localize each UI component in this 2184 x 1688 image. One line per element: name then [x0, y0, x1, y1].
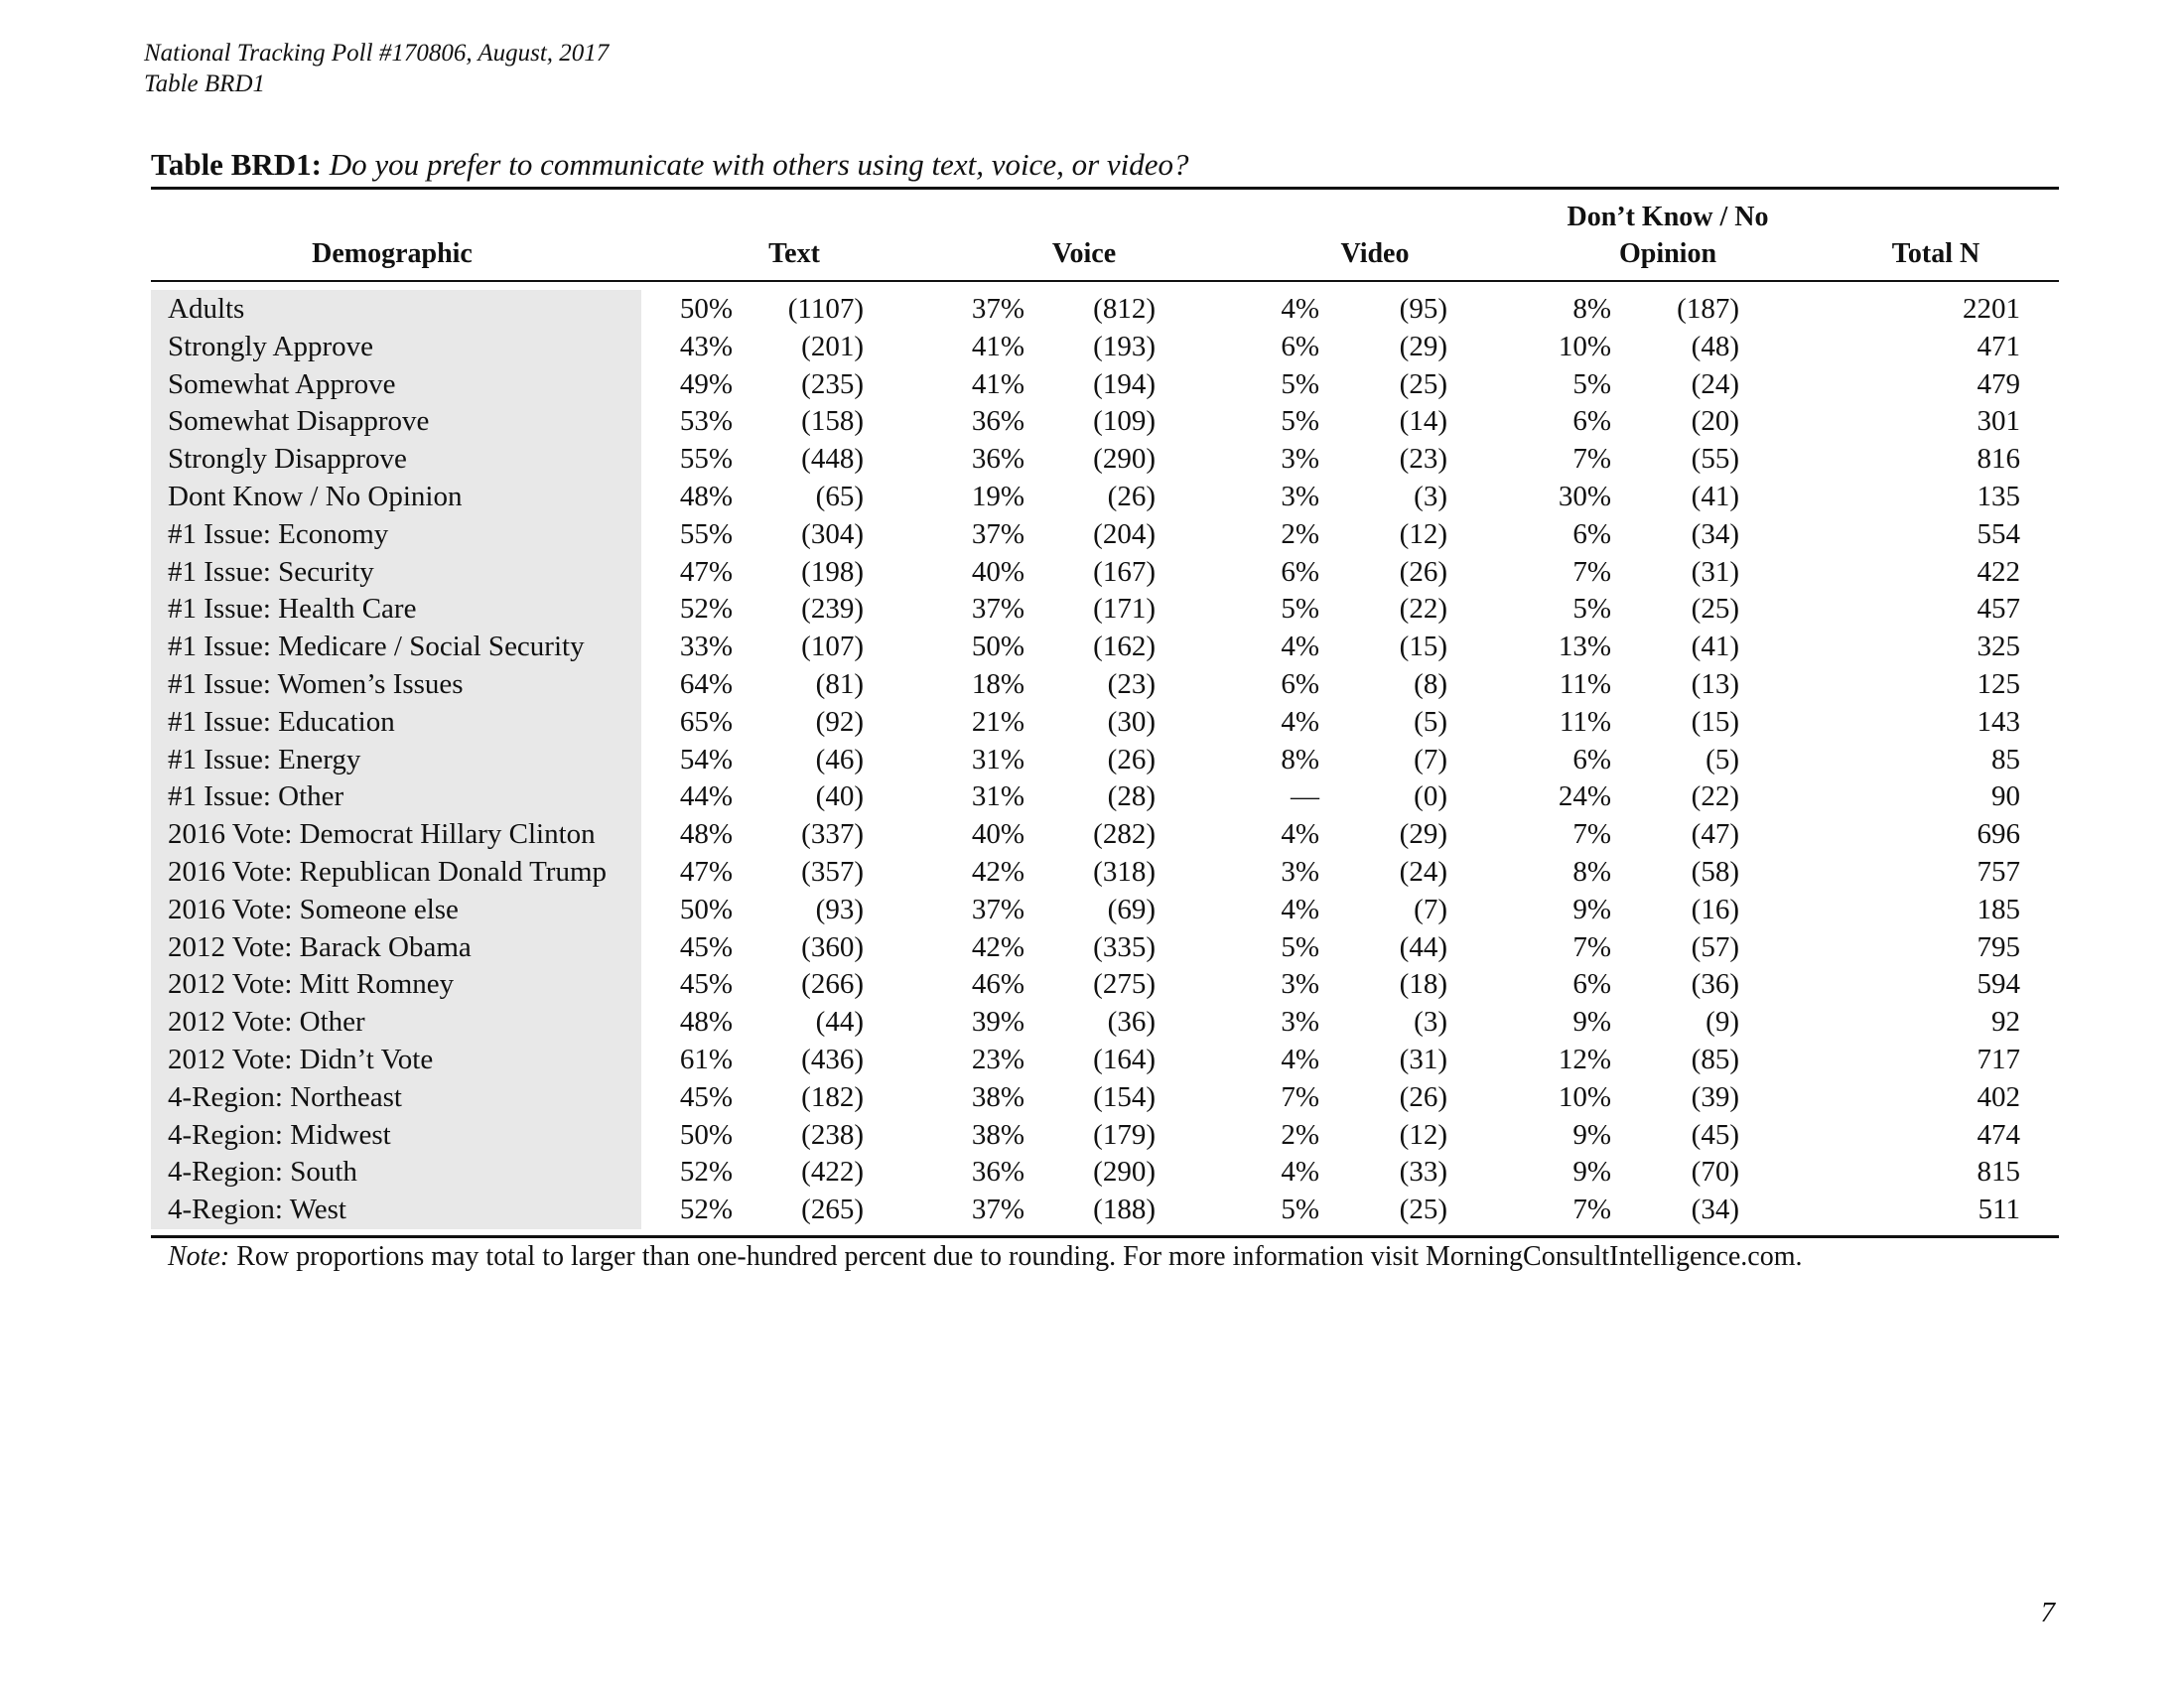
- row-label: Strongly Approve: [168, 330, 374, 362]
- table-row: [0, 478, 2184, 515]
- cell-video-n: (23): [1399, 443, 1447, 476]
- cell-total-n: 125: [1977, 668, 2020, 700]
- cell-text-pct: 65%: [679, 705, 733, 738]
- cell-dont-know-pct: 6%: [1572, 743, 1611, 775]
- cell-dont-know-pct: 7%: [1572, 1194, 1611, 1226]
- cell-voice-pct: 37%: [971, 593, 1024, 626]
- cell-dont-know-pct: 8%: [1572, 856, 1611, 888]
- table-row: [0, 1003, 2184, 1041]
- cell-total-n: 92: [1991, 1006, 2020, 1039]
- cell-dont-know-pct: 7%: [1572, 555, 1611, 588]
- cell-voice-pct: 37%: [971, 893, 1024, 925]
- cell-text-pct: 55%: [679, 443, 733, 476]
- cell-video-pct: 2%: [1281, 517, 1319, 550]
- cell-voice-pct: 40%: [971, 555, 1024, 588]
- cell-text-n: (81): [815, 668, 864, 700]
- cell-video-pct: 4%: [1281, 293, 1319, 325]
- cell-text-pct: 55%: [679, 517, 733, 550]
- cell-dont-know-pct: 10%: [1558, 330, 1611, 362]
- cell-video-pct: 4%: [1281, 1156, 1319, 1189]
- cell-dont-know-n: (187): [1677, 293, 1739, 325]
- cell-video-pct: 2%: [1281, 1118, 1319, 1151]
- cell-video-pct: 8%: [1281, 743, 1319, 775]
- cell-video-pct: 4%: [1281, 1044, 1319, 1075]
- row-label: #1 Issue: Security: [168, 555, 374, 588]
- cell-video-n: (8): [1414, 668, 1447, 700]
- table-row: [0, 553, 2184, 591]
- cell-voice-n: (290): [1093, 1156, 1156, 1189]
- cell-text-pct: 54%: [679, 743, 733, 775]
- cell-video-pct: 3%: [1281, 481, 1319, 512]
- cell-voice-n: (290): [1093, 443, 1156, 476]
- bottom-rule: [151, 1235, 2059, 1238]
- cell-dont-know-pct: 24%: [1558, 780, 1611, 813]
- cell-text-n: (40): [815, 780, 864, 813]
- cell-text-n: (357): [801, 856, 864, 888]
- cell-video-n: (33): [1399, 1156, 1447, 1189]
- cell-voice-n: (30): [1107, 705, 1156, 738]
- cell-voice-n: (193): [1093, 330, 1156, 362]
- cell-voice-pct: 50%: [971, 631, 1024, 663]
- table-row: [0, 1153, 2184, 1191]
- cell-voice-n: (36): [1107, 1006, 1156, 1039]
- cell-dont-know-pct: 6%: [1572, 968, 1611, 1001]
- row-label: 2016 Vote: Someone else: [168, 893, 459, 925]
- cell-dont-know-pct: 9%: [1572, 1118, 1611, 1151]
- cell-voice-pct: 23%: [971, 1044, 1024, 1075]
- table-row: [0, 440, 2184, 478]
- cell-video-pct: 5%: [1281, 1194, 1319, 1226]
- cell-video-n: (22): [1399, 593, 1447, 626]
- cell-text-pct: 48%: [679, 481, 733, 512]
- cell-voice-pct: 41%: [971, 330, 1024, 362]
- cell-voice-n: (171): [1093, 593, 1156, 626]
- cell-text-n: (266): [801, 968, 864, 1001]
- cell-total-n: 511: [1978, 1194, 2020, 1226]
- cell-text-pct: 64%: [679, 668, 733, 700]
- cell-voice-n: (28): [1107, 780, 1156, 813]
- table-note: [168, 1239, 1803, 1275]
- cell-video-n: (25): [1399, 367, 1447, 400]
- cell-text-n: (93): [815, 893, 864, 925]
- cell-dont-know-pct: 12%: [1558, 1044, 1611, 1075]
- cell-total-n: 795: [1977, 930, 2020, 963]
- cell-total-n: 471: [1977, 330, 2020, 362]
- cell-voice-pct: 40%: [971, 818, 1024, 851]
- table-row: [0, 815, 2184, 853]
- cell-total-n: 554: [1977, 517, 2020, 550]
- cell-dont-know-n: (24): [1691, 367, 1739, 400]
- table-row: [0, 741, 2184, 778]
- cell-total-n: 815: [1977, 1156, 2020, 1189]
- cell-video-pct: 5%: [1281, 405, 1319, 438]
- cell-video-pct: 4%: [1281, 818, 1319, 851]
- cell-dont-know-pct: 30%: [1558, 481, 1611, 512]
- cell-video-n: (24): [1399, 856, 1447, 888]
- cell-video-n: (31): [1399, 1044, 1447, 1075]
- cell-dont-know-pct: 13%: [1558, 631, 1611, 663]
- cell-text-n: (201): [801, 330, 864, 362]
- cell-voice-pct: 42%: [971, 856, 1024, 888]
- cell-text-pct: 48%: [679, 1006, 733, 1039]
- row-label: 2012 Vote: Didn’t Vote: [168, 1044, 434, 1075]
- cell-video-pct: 4%: [1281, 631, 1319, 663]
- cell-dont-know-n: (9): [1706, 1006, 1739, 1039]
- cell-total-n: 135: [1977, 481, 2020, 512]
- cell-dont-know-pct: 10%: [1558, 1080, 1611, 1113]
- cell-text-n: (182): [801, 1080, 864, 1113]
- row-label: #1 Issue: Women’s Issues: [168, 668, 464, 700]
- cell-voice-n: (335): [1093, 930, 1156, 963]
- cell-voice-n: (23): [1107, 668, 1156, 700]
- cell-text-n: (158): [801, 405, 864, 438]
- cell-video-n: (5): [1414, 705, 1447, 738]
- cell-text-pct: 45%: [679, 1080, 733, 1113]
- cell-video-n: (7): [1414, 743, 1447, 775]
- cell-voice-pct: 39%: [971, 1006, 1024, 1039]
- cell-video-n: (29): [1399, 330, 1447, 362]
- table-row: [0, 515, 2184, 553]
- cell-text-pct: 49%: [679, 367, 733, 400]
- cell-dont-know-pct: 5%: [1572, 593, 1611, 626]
- cell-text-n: (304): [801, 517, 864, 550]
- cell-video-n: (95): [1399, 293, 1447, 325]
- cell-dont-know-pct: 8%: [1572, 293, 1611, 325]
- table-row: [0, 1078, 2184, 1116]
- cell-total-n: 2201: [1963, 293, 2020, 325]
- table-row: [0, 665, 2184, 703]
- cell-dont-know-n: (41): [1691, 481, 1739, 512]
- cell-text-pct: 53%: [679, 405, 733, 438]
- table-title: [151, 147, 1189, 183]
- cell-voice-n: (282): [1093, 818, 1156, 851]
- cell-text-n: (436): [801, 1044, 864, 1075]
- row-label: 4-Region: South: [168, 1156, 357, 1189]
- cell-text-pct: 47%: [679, 856, 733, 888]
- header-rule: [151, 280, 2059, 282]
- cell-dont-know-n: (58): [1691, 856, 1739, 888]
- table-row: [0, 328, 2184, 365]
- cell-video-pct: 3%: [1281, 443, 1319, 476]
- col-header-dont-know-line2: Opinion: [1618, 238, 1717, 269]
- cell-dont-know-n: (55): [1691, 443, 1739, 476]
- cell-video-n: (29): [1399, 818, 1447, 851]
- cell-voice-n: (162): [1093, 631, 1156, 663]
- top-rule: [151, 187, 2059, 190]
- cell-video-pct: —: [1291, 780, 1319, 813]
- cell-voice-pct: 42%: [971, 930, 1024, 963]
- table-row: [0, 402, 2184, 440]
- cell-dont-know-n: (15): [1691, 705, 1739, 738]
- cell-dont-know-n: (16): [1691, 893, 1739, 925]
- cell-video-n: (3): [1414, 481, 1447, 512]
- table-row: [0, 891, 2184, 928]
- cell-voice-n: (69): [1107, 893, 1156, 925]
- cell-voice-pct: 38%: [971, 1118, 1024, 1151]
- cell-text-n: (448): [801, 443, 864, 476]
- row-label: 2016 Vote: Democrat Hillary Clinton: [168, 818, 596, 851]
- cell-video-pct: 5%: [1281, 930, 1319, 963]
- cell-total-n: 325: [1977, 631, 2020, 663]
- row-label: #1 Issue: Education: [168, 705, 395, 738]
- cell-dont-know-n: (39): [1691, 1080, 1739, 1113]
- cell-total-n: 301: [1977, 405, 2020, 438]
- cell-video-n: (7): [1414, 893, 1447, 925]
- row-label: Dont Know / No Opinion: [168, 481, 463, 512]
- row-label: Adults: [168, 293, 245, 325]
- cell-text-n: (422): [801, 1156, 864, 1189]
- cell-voice-n: (275): [1093, 968, 1156, 1001]
- cell-total-n: 757: [1977, 856, 2020, 888]
- cell-voice-n: (167): [1093, 555, 1156, 588]
- cell-voice-pct: 31%: [971, 780, 1024, 813]
- cell-total-n: 479: [1977, 367, 2020, 400]
- col-header-dont-know-line1: Don’t Know / No: [1567, 202, 1769, 232]
- cell-text-n: (65): [815, 481, 864, 512]
- cell-voice-n: (179): [1093, 1118, 1156, 1151]
- cell-voice-pct: 41%: [971, 367, 1024, 400]
- cell-text-pct: 33%: [679, 631, 733, 663]
- table-row: [0, 290, 2184, 328]
- cell-text-pct: 52%: [679, 1194, 733, 1226]
- cell-video-pct: 5%: [1281, 367, 1319, 400]
- cell-dont-know-pct: 9%: [1572, 1156, 1611, 1189]
- cell-text-pct: 50%: [679, 1118, 733, 1151]
- row-label: 4-Region: Northeast: [168, 1080, 402, 1113]
- cell-text-pct: 45%: [679, 930, 733, 963]
- cell-text-pct: 52%: [679, 1156, 733, 1189]
- cell-text-pct: 52%: [679, 593, 733, 626]
- cell-text-n: (238): [801, 1118, 864, 1151]
- cell-text-n: (235): [801, 367, 864, 400]
- cell-text-pct: 43%: [679, 330, 733, 362]
- cell-video-pct: 3%: [1281, 856, 1319, 888]
- row-label: 4-Region: West: [168, 1194, 346, 1226]
- cell-voice-pct: 36%: [971, 1156, 1024, 1189]
- cell-total-n: 85: [1991, 743, 2020, 775]
- row-label: 2016 Vote: Republican Donald Trump: [168, 856, 607, 888]
- cell-text-n: (337): [801, 818, 864, 851]
- cell-video-pct: 7%: [1281, 1080, 1319, 1113]
- cell-video-pct: 4%: [1281, 705, 1319, 738]
- cell-voice-pct: 36%: [971, 405, 1024, 438]
- cell-total-n: 696: [1977, 818, 2020, 851]
- cell-dont-know-n: (85): [1691, 1044, 1739, 1075]
- cell-voice-pct: 19%: [971, 481, 1024, 512]
- cell-dont-know-n: (22): [1691, 780, 1739, 813]
- cell-dont-know-n: (45): [1691, 1118, 1739, 1151]
- cell-text-n: (198): [801, 555, 864, 588]
- cell-video-n: (15): [1399, 631, 1447, 663]
- table-row: [0, 365, 2184, 403]
- cell-dont-know-pct: 7%: [1572, 930, 1611, 963]
- cell-voice-n: (154): [1093, 1080, 1156, 1113]
- cell-text-pct: 48%: [679, 818, 733, 851]
- cell-text-pct: 44%: [679, 780, 733, 813]
- cell-dont-know-n: (25): [1691, 593, 1739, 626]
- row-label: Somewhat Disapprove: [168, 405, 430, 438]
- cell-video-n: (25): [1399, 1194, 1447, 1226]
- cell-video-pct: 4%: [1281, 893, 1319, 925]
- cell-video-n: (14): [1399, 405, 1447, 438]
- cell-dont-know-pct: 9%: [1572, 1006, 1611, 1039]
- cell-voice-n: (26): [1107, 481, 1156, 512]
- table-row: [0, 928, 2184, 966]
- cell-video-n: (26): [1399, 555, 1447, 588]
- cell-dont-know-pct: 6%: [1572, 405, 1611, 438]
- cell-video-n: (12): [1399, 1118, 1447, 1151]
- cell-voice-pct: 46%: [971, 968, 1024, 1001]
- cell-text-n: (360): [801, 930, 864, 963]
- cell-dont-know-n: (31): [1691, 555, 1739, 588]
- col-header-demographic: Demographic: [312, 238, 473, 269]
- cell-dont-know-pct: 9%: [1572, 893, 1611, 925]
- cell-dont-know-n: (20): [1691, 405, 1739, 438]
- cell-total-n: 90: [1991, 780, 2020, 813]
- cell-voice-n: (109): [1093, 405, 1156, 438]
- cell-total-n: 474: [1977, 1118, 2020, 1151]
- table-row: [0, 590, 2184, 628]
- cell-video-n: (44): [1399, 930, 1447, 963]
- cell-voice-pct: 37%: [971, 1194, 1024, 1226]
- cell-total-n: 816: [1977, 443, 2020, 476]
- cell-text-pct: 61%: [679, 1044, 733, 1075]
- cell-dont-know-n: (5): [1706, 743, 1739, 775]
- row-label: Somewhat Approve: [168, 367, 396, 400]
- cell-total-n: 594: [1977, 968, 2020, 1001]
- row-label: #1 Issue: Energy: [168, 743, 361, 775]
- cell-dont-know-pct: 11%: [1559, 668, 1611, 700]
- row-label: #1 Issue: Health Care: [168, 593, 417, 626]
- table-row: [0, 1191, 2184, 1228]
- cell-voice-n: (26): [1107, 743, 1156, 775]
- cell-text-pct: 50%: [679, 893, 733, 925]
- cell-video-n: (26): [1399, 1080, 1447, 1113]
- cell-voice-n: (812): [1093, 293, 1156, 325]
- cell-dont-know-n: (48): [1691, 330, 1739, 362]
- cell-text-n: (92): [815, 705, 864, 738]
- row-label: 4-Region: Midwest: [168, 1118, 391, 1151]
- cell-video-pct: 3%: [1281, 968, 1319, 1001]
- cell-video-n: (12): [1399, 517, 1447, 550]
- cell-dont-know-n: (36): [1691, 968, 1739, 1001]
- note-text: Row proportions may total to larger than one-hundred percent due to rounding. For more information visit MorningConsultIntelligence.com.: [236, 1241, 1803, 1272]
- cell-voice-pct: 31%: [971, 743, 1024, 775]
- cell-voice-n: (204): [1093, 517, 1156, 550]
- running-header: [144, 38, 609, 99]
- cell-text-n: (46): [815, 743, 864, 775]
- cell-dont-know-pct: 7%: [1572, 443, 1611, 476]
- cell-text-pct: 45%: [679, 968, 733, 1001]
- row-label: #1 Issue: Other: [168, 780, 344, 813]
- cell-total-n: 457: [1977, 593, 2020, 626]
- table-row: [0, 1116, 2184, 1154]
- row-label: 2012 Vote: Barack Obama: [168, 930, 472, 963]
- col-header-voice: Voice: [1051, 238, 1117, 269]
- cell-dont-know-pct: 6%: [1572, 517, 1611, 550]
- cell-text-pct: 47%: [679, 555, 733, 588]
- cell-total-n: 717: [1977, 1044, 2020, 1075]
- cell-dont-know-pct: 7%: [1572, 818, 1611, 851]
- cell-voice-n: (194): [1093, 367, 1156, 400]
- cell-total-n: 402: [1977, 1080, 2020, 1113]
- cell-text-n: (239): [801, 593, 864, 626]
- table-id: Table BRD1: [144, 70, 265, 97]
- cell-dont-know-pct: 11%: [1559, 705, 1611, 738]
- table-row: [0, 853, 2184, 891]
- cell-dont-know-n: (34): [1691, 1194, 1739, 1226]
- cell-video-pct: 5%: [1281, 593, 1319, 626]
- cell-text-n: (44): [815, 1006, 864, 1039]
- cell-dont-know-n: (57): [1691, 930, 1739, 963]
- table-row: [0, 777, 2184, 815]
- cell-text-n: (1107): [787, 293, 864, 325]
- cell-voice-pct: 37%: [971, 293, 1024, 325]
- cell-text-n: (265): [801, 1194, 864, 1226]
- col-header-dont-know: [1489, 199, 1846, 272]
- page-number: 7: [2040, 1597, 2055, 1628]
- cell-dont-know-n: (70): [1691, 1156, 1739, 1189]
- row-label: Strongly Disapprove: [168, 443, 407, 476]
- cell-dont-know-n: (47): [1691, 818, 1739, 851]
- cell-video-n: (0): [1414, 780, 1447, 813]
- poll-name: National Tracking Poll #170806, August, 2017: [144, 40, 610, 67]
- cell-voice-pct: 36%: [971, 443, 1024, 476]
- cell-voice-n: (318): [1093, 856, 1156, 888]
- cell-dont-know-n: (34): [1691, 517, 1739, 550]
- note-label: Note:: [168, 1241, 230, 1272]
- cell-text-n: (107): [801, 631, 864, 663]
- cell-voice-n: (164): [1093, 1044, 1156, 1075]
- row-label: 2012 Vote: Mitt Romney: [168, 968, 455, 1001]
- row-label: #1 Issue: Economy: [168, 517, 389, 550]
- cell-video-pct: 3%: [1281, 1006, 1319, 1039]
- cell-voice-pct: 38%: [971, 1080, 1024, 1113]
- cell-video-n: (18): [1399, 968, 1447, 1001]
- cell-video-n: (3): [1414, 1006, 1447, 1039]
- col-header-text: Text: [768, 238, 820, 269]
- cell-voice-n: (188): [1093, 1194, 1156, 1226]
- cell-dont-know-pct: 5%: [1572, 367, 1611, 400]
- col-header-video: Video: [1340, 238, 1410, 269]
- table-row: [0, 628, 2184, 665]
- table-title-label: Table BRD1:: [151, 147, 322, 182]
- cell-voice-pct: 37%: [971, 517, 1024, 550]
- cell-text-pct: 50%: [679, 293, 733, 325]
- col-header-total-n: Total N: [1891, 238, 1980, 269]
- cell-voice-pct: 21%: [971, 705, 1024, 738]
- table-question: Do you prefer to communicate with others using text, voice, or video?: [329, 147, 1189, 182]
- row-label: 2012 Vote: Other: [168, 1006, 365, 1039]
- table-row: [0, 703, 2184, 741]
- cell-total-n: 422: [1977, 555, 2020, 588]
- cell-video-pct: 6%: [1281, 555, 1319, 588]
- cell-voice-pct: 18%: [971, 668, 1024, 700]
- cell-video-pct: 6%: [1281, 668, 1319, 700]
- table-row: [0, 1041, 2184, 1078]
- table-row: [0, 965, 2184, 1003]
- cell-total-n: 143: [1977, 705, 2020, 738]
- row-label: #1 Issue: Medicare / Social Security: [168, 631, 585, 663]
- cell-video-pct: 6%: [1281, 330, 1319, 362]
- cell-total-n: 185: [1977, 893, 2020, 925]
- cell-dont-know-n: (41): [1691, 631, 1739, 663]
- cell-dont-know-n: (13): [1691, 668, 1739, 700]
